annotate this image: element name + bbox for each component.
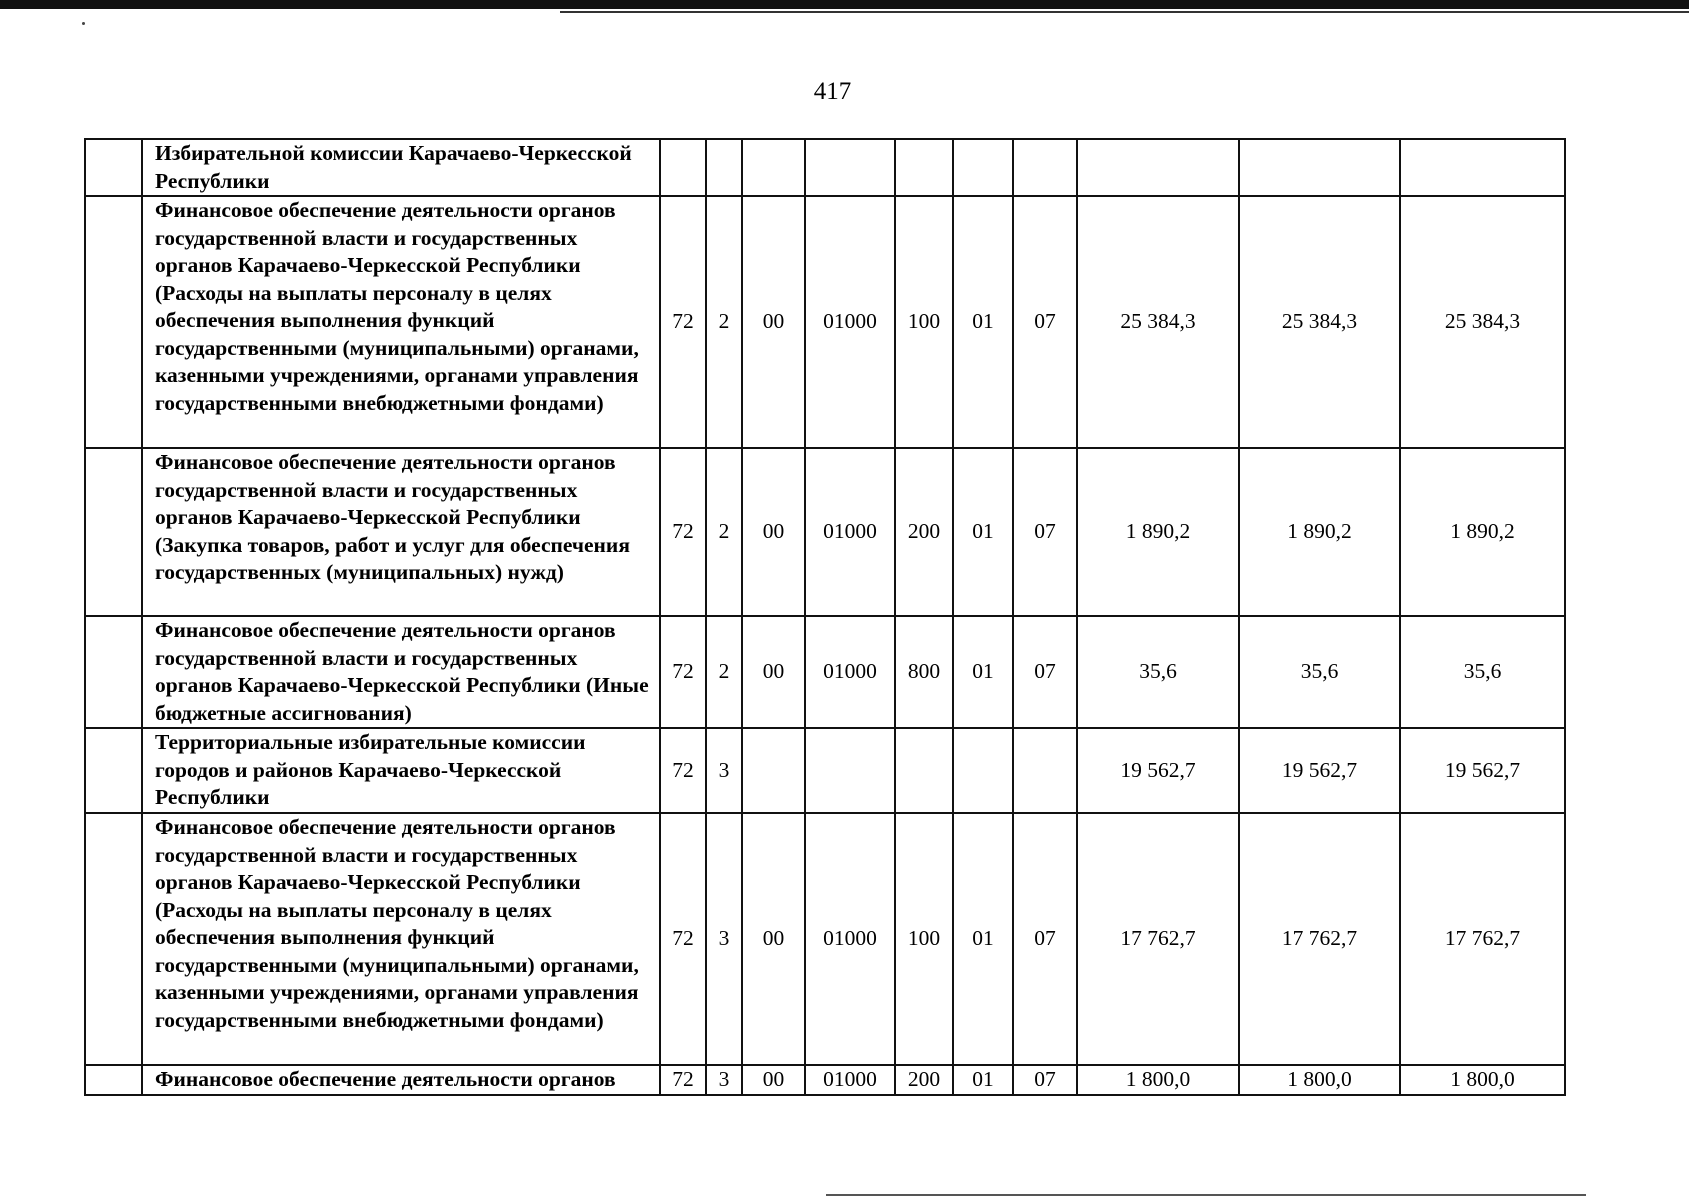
row-index-cell [85,448,142,616]
code-cell-2: 2 [706,196,742,448]
code-cell-2: 2 [706,448,742,616]
budget-table [84,138,1566,1096]
amount-cell-2: 1 890,2 [1239,448,1400,616]
row-index-cell [85,1065,142,1095]
code-cell-5: 200 [895,448,953,616]
amount-cell-1: 25 384,3 [1077,196,1239,448]
code-cell-6: 01 [953,616,1013,728]
code-cell-5: 200 [895,1065,953,1095]
code-cell-1: 72 [660,1065,706,1095]
code-cell-5: 100 [895,196,953,448]
code-cell-3 [742,728,805,813]
table-row [85,139,1565,196]
table-row [85,1065,1565,1095]
amount-cell-2: 19 562,7 [1239,728,1400,813]
row-index-cell [85,616,142,728]
amount-cell-2: 25 384,3 [1239,196,1400,448]
code-cell-5: 800 [895,616,953,728]
row-index-cell [85,728,142,813]
code-cell-3: 00 [742,616,805,728]
amount-cell-3: 1 800,0 [1400,1065,1565,1095]
row-index-cell [85,139,142,196]
amount-cell-1: 1 890,2 [1077,448,1239,616]
code-cell-1 [660,139,706,196]
row-index-cell [85,813,142,1065]
code-cell-7: 07 [1013,1065,1077,1095]
amount-cell-3: 25 384,3 [1400,196,1565,448]
amount-cell-3 [1400,139,1565,196]
code-cell-1: 72 [660,196,706,448]
page-number: 417 [813,78,852,105]
code-cell-4: 01000 [805,1065,895,1095]
amount-cell-3: 35,6 [1400,616,1565,728]
code-cell-5: 100 [895,813,953,1065]
code-cell-7: 07 [1013,196,1077,448]
code-cell-2 [706,139,742,196]
amount-cell-2 [1239,139,1400,196]
code-cell-3: 00 [742,196,805,448]
amount-cell-2: 35,6 [1239,616,1400,728]
code-cell-2: 3 [706,1065,742,1095]
amount-cell-3: 19 562,7 [1400,728,1565,813]
description-cell: Финансовое обеспечение деятельности органов государственной власти и государственных органов Карачаево-Черкесской Республики (Закупка товаров, работ и услуг для обеспечения государственных (муниципальных) нужд) [142,448,660,616]
amount-cell-1: 17 762,7 [1077,813,1239,1065]
description-cell: Финансовое обеспечение деятельности органов государственной власти и государственных органов Карачаево-Черкесской Республики (Расходы на выплаты персоналу в целях обеспечения выполнения функций государственными (муниципальными) органами, казенными учреждениями, органами управления государственными внебюджетными фондами) [142,813,660,1065]
code-cell-2: 3 [706,813,742,1065]
scan-top-border [0,0,1689,9]
amount-cell-3: 1 890,2 [1400,448,1565,616]
table-row [85,813,1565,1065]
code-cell-3: 00 [742,1065,805,1095]
table-row [85,196,1565,448]
code-cell-4: 01000 [805,448,895,616]
code-cell-4: 01000 [805,813,895,1065]
amount-cell-1: 19 562,7 [1077,728,1239,813]
code-cell-4 [805,139,895,196]
code-cell-2: 2 [706,616,742,728]
description-cell: Финансовое обеспечение деятельности органов [142,1065,660,1095]
code-cell-3 [742,139,805,196]
description-cell: Финансовое обеспечение деятельности органов государственной власти и государственных органов Карачаево-Черкесской Республики (Иные бюджетные ассигнования) [142,616,660,728]
code-cell-6 [953,139,1013,196]
code-cell-1: 72 [660,728,706,813]
code-cell-3: 00 [742,813,805,1065]
code-cell-7: 07 [1013,616,1077,728]
table-row [85,616,1565,728]
code-cell-4: 01000 [805,616,895,728]
code-cell-7 [1013,139,1077,196]
code-cell-4: 01000 [805,196,895,448]
code-cell-7 [1013,728,1077,813]
amount-cell-2: 17 762,7 [1239,813,1400,1065]
code-cell-7: 07 [1013,813,1077,1065]
code-cell-1: 72 [660,616,706,728]
amount-cell-1: 1 800,0 [1077,1065,1239,1095]
amount-cell-1 [1077,139,1239,196]
code-cell-4 [805,728,895,813]
code-cell-3: 00 [742,448,805,616]
code-cell-2: 3 [706,728,742,813]
code-cell-6 [953,728,1013,813]
code-cell-6: 01 [953,1065,1013,1095]
amount-cell-1: 35,6 [1077,616,1239,728]
row-index-cell [85,196,142,448]
code-cell-5 [895,728,953,813]
code-cell-6: 01 [953,813,1013,1065]
amount-cell-2: 1 800,0 [1239,1065,1400,1095]
code-cell-1: 72 [660,448,706,616]
code-cell-6: 01 [953,448,1013,616]
description-cell: Территориальные избирательные комиссии городов и районов Карачаево-Черкесской Республики [142,728,660,813]
code-cell-1: 72 [660,813,706,1065]
scan-bottom-line [826,1194,1586,1196]
code-cell-6: 01 [953,196,1013,448]
table-row [85,448,1565,616]
description-cell: Финансовое обеспечение деятельности органов государственной власти и государственных органов Карачаево-Черкесской Республики (Расходы на выплаты персоналу в целях обеспечения выполнения функций государственными (муниципальными) органами, казенными учреждениями, органами управления государственными внебюджетными фондами) [142,196,660,448]
scan-top-border-thin [560,11,1689,13]
code-cell-5 [895,139,953,196]
scan-speck [82,22,85,25]
code-cell-7: 07 [1013,448,1077,616]
table-row [85,728,1565,813]
description-cell: Избирательной комиссии Карачаево-Черкесской Республики [142,139,660,196]
amount-cell-3: 17 762,7 [1400,813,1565,1065]
